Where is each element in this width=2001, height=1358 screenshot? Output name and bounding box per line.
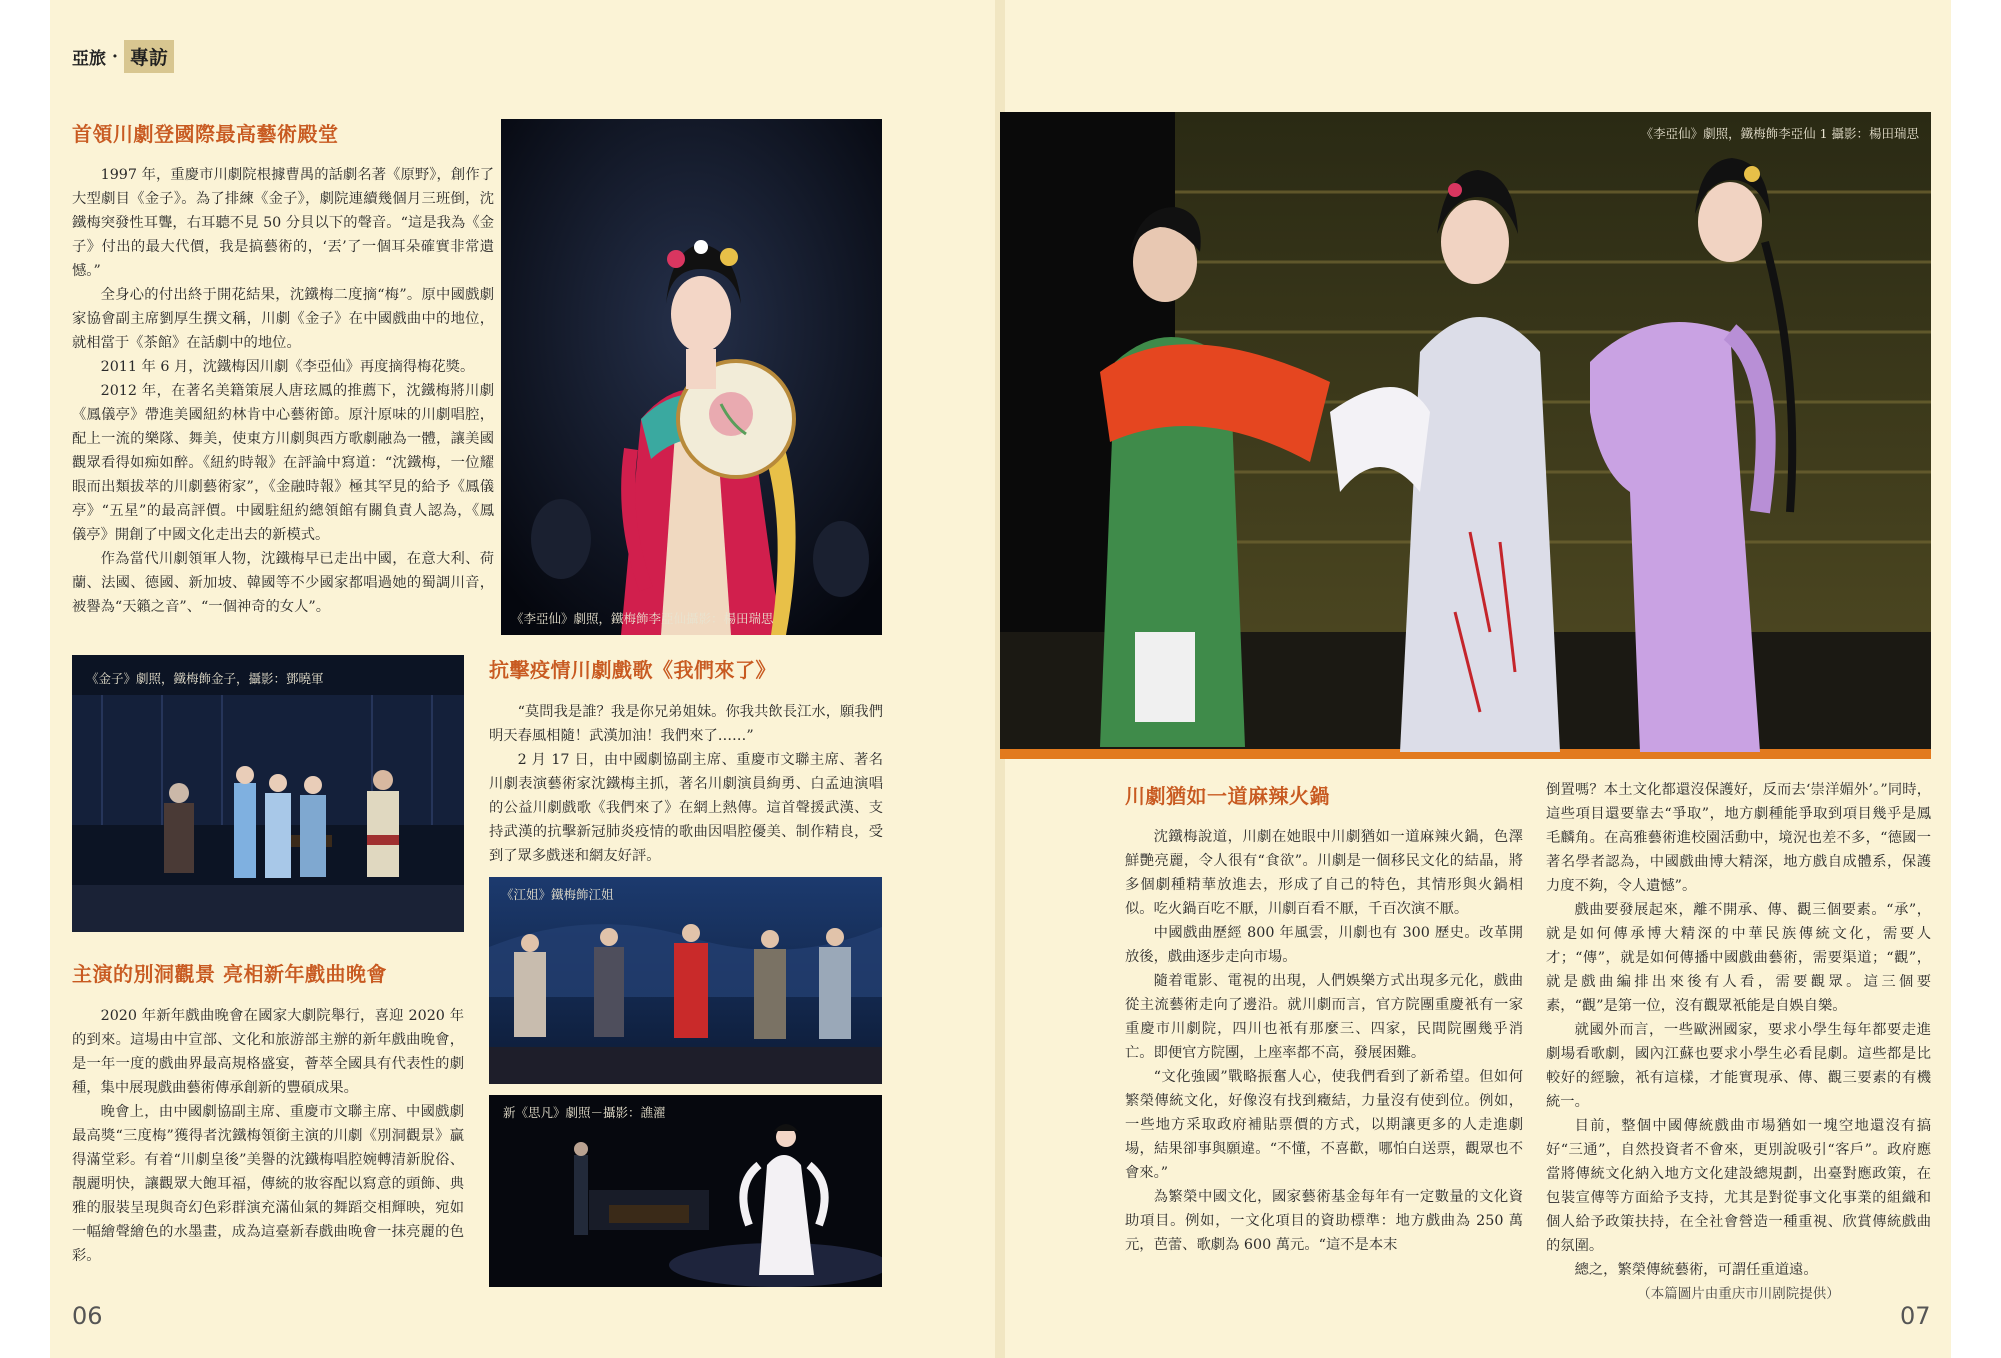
- section-title-hotpot: 川劇猶如一道麻辣火鍋: [1125, 784, 1330, 808]
- paragraph: 全身心的付出終于開花結果，沈鐵梅二度摘“梅”。原中國戲劇家協會副主席劉厚生撰文稱，川劇《金子》在中國戲曲中的地位，就相當于《茶館》在話劇中的地位。: [72, 287, 494, 351]
- caption-sifan: 新《思凡》劇照－攝影：譙濯: [503, 1105, 666, 1120]
- section-body-new-year: [72, 1004, 464, 1268]
- section-body-international: [72, 163, 494, 619]
- paragraph: 1997 年，重慶市川劇院根據曹禺的話劇名著《原野》，創作了大型劇目《金子》。為了排練《金子》，劇院連續幾個月三班倒，沈鐵梅突發性耳聾，右耳聽不見 50 分貝以下的聲音。“這是我為《金子》付出的最大代價，我是搞藝術的，‘丟’了一個耳朵確實非常遺憾。”: [72, 167, 494, 279]
- paragraph: 就國外而言，一些歐洲國家，要求小學生每年都要走進劇場看歌劇，國內江蘇也要求小學生必看昆劇。這些都是比較好的經驗，衹有這樣，才能實現承、傳、觀三要素的有機統一。: [1546, 1022, 1931, 1110]
- paragraph: 沈鐵梅說道，川劇在她眼中川劇猶如一道麻辣火鍋，色澤鮮艷亮麗，令人很有“食欲”。川劇是一個移民文化的結晶，將多個劇種精華放進去，形成了自己的特色，其情形與火鍋相似。吃火鍋百吃不厭，川劇百看不厭，千百次演不厭。: [1125, 829, 1523, 917]
- header-separator: ·: [112, 46, 118, 67]
- section-body-hotpot-col1: [1125, 825, 1523, 1257]
- magazine-header: [72, 40, 174, 73]
- section-title-new-year: 主演的別洞觀景 亮相新年戲曲晚會: [72, 962, 387, 986]
- paragraph: 總之，繁榮傳統藝術，可謂任重道遠。: [1574, 1262, 1818, 1278]
- paragraph: 為繁榮中國文化，國家藝術基金每年有一定數量的文化資助項目。例如，一文化項目的資助標準：地方戲曲為 250 萬元，芭蕾、歌劇為 600 萬元。“這不是本末: [1125, 1189, 1523, 1253]
- paragraph: 隨着電影、電視的出現，人們娛樂方式出現多元化，戲曲從主流藝術走向了邊沿。就川劇而言，官方院團重慶衹有一家重慶市川劇院，四川也衹有那麼三、四家，民間院團幾乎消亡。即便官方院團，上座率都不高，發展困難。: [1125, 973, 1523, 1061]
- paragraph: “文化強國”戰略振奮人心，使我們看到了新希望。但如何繁榮傳統文化，好像沒有找到癥結，力量沒有使到位。例如，一些地方采取政府補貼票價的方式，以期讓更多的人走進劇場，結果卻事與願違。“不懂，不喜歡，哪怕白送票，觀眾也不會來。”: [1125, 1069, 1523, 1181]
- brand-name: 亞旅: [72, 49, 106, 69]
- paragraph: 2020 年新年戲曲晚會在國家大劇院舉行，喜迎 2020 年的到來。這場由中宣部、文化和旅游部主辦的新年戲曲晚會，是一年一度的戲曲界最高規格盛宴，薈萃全國具有代表性的劇種，集中展現戲曲藝術傳承創新的豐碩成果。: [72, 1008, 464, 1096]
- section-title-epidemic: 抗擊疫情川劇戲歌《我們來了》: [489, 658, 776, 682]
- caption-jinzi: 《金子》劇照，鐵梅飾金子，攝影：鄧曉軍: [86, 671, 324, 686]
- paragraph: 2011 年 6 月，沈鐵梅因川劇《李亞仙》再度摘得梅花獎。: [100, 359, 475, 375]
- paragraph: 晚會上，由中國劇協副主席、重慶市文聯主席、中國戲劇最高獎“三度梅”獲得者沈鐵梅領銜主演的川劇《別洞觀景》贏得滿堂彩。有着“川劇皇後”美譽的沈鐵梅唱腔婉轉清新脫俗、靚麗明快，讓觀眾大飽耳福，傳統的妝容配以寫意的頭飾、典雅的服裝呈現與奇幻色彩群演充滿仙氣的舞蹈交相輝映，宛如一幅繪聲繪色的水墨畫，成為這臺新春戲曲晚會一抹亮麗的色彩。: [72, 1104, 464, 1264]
- paragraph: 倒置嗎？本土文化都還沒保護好，反而去‘崇洋媚外’。”同時，這些項目還要靠去“爭取”，地方劇種能爭取到項目幾乎是鳳毛麟角。在高雅藝術進校園活動中，境況也差不多，“德國一著名學者認為，中國戲曲博大精深，地方戲自成體系，保護力度不夠，令人遺憾”。: [1546, 782, 1931, 894]
- photo-liyaxian-main: [1000, 112, 1931, 759]
- caption-liyaxian-portrait: 《李亞仙》劇照，鐵梅飾李亞仙攝影：楊田瑞思: [511, 611, 774, 626]
- page-number-left: 06: [72, 1302, 103, 1330]
- caption-jiangjie: 《江姐》鐵梅飾江姐: [501, 887, 614, 902]
- page-number-right: 07: [1900, 1302, 1931, 1330]
- paragraph: 戲曲要發展起來，離不開承、傳、觀三個要素。“承”，就是如何傳承博大精深的中華民族傳統文化，需要人才；“傳”，就是如何傳播中國戲曲藝術，需要渠道；“觀”，就是戲曲編排出來後有人看，需要觀眾。這三個要素，“觀”是第一位，沒有觀眾衹能是自娛自樂。: [1546, 902, 1931, 1014]
- photo-liyaxian-portrait: [501, 119, 882, 635]
- caption-liyaxian-main: 《李亞仙》劇照，鐵梅飾李亞仙 1 攝影：楊田瑞思: [1640, 126, 1919, 141]
- photo-sifan-stage: [489, 1095, 882, 1287]
- photo-credit: （本篇圖片由重庆市川剧院提供）: [1637, 1286, 1840, 1302]
- section-body-epidemic: [489, 700, 883, 868]
- photo-jiangjie-stage: [489, 877, 882, 1084]
- section-title-international: 首領川劇登國際最高藝術殿堂: [72, 122, 339, 146]
- paragraph: “莫問我是誰？我是你兄弟姐妹。你我共飲長江水，願我們明天春風相隨！武漢加油！我們來了……”: [489, 704, 883, 744]
- section-tag: 專訪: [124, 40, 174, 73]
- photo-jinzi-stage: [72, 655, 464, 932]
- paragraph: 2012 年，在著名美籍策展人唐玹鳳的推薦下，沈鐵梅將川劇《鳳儀亭》帶進美國紐約林肯中心藝術節。原汁原味的川劇唱腔，配上一流的樂隊、舞美，使東方川劇與西方歌劇融為一體，讓美國觀眾看得如痴如醉。《紐約時報》在評論中寫道：“沈鐵梅，一位耀眼而出類拔萃的川劇藝術家”，《金融時報》極其罕見的給予《鳳儀亭》“五星”的最高評價。中國駐紐約總領館有關負責人認為，《鳳儀亭》開創了中國文化走出去的新模式。: [72, 383, 494, 543]
- paragraph: 目前，整個中國傳統戲曲市場猶如一塊空地還沒有搞好“三通”，自然投資者不會來，更別說吸引“客戶”。政府應當將傳統文化納入地方文化建設總規劃，出臺對應政策，在包裝宣傳等方面給予支持，尤其是對從事文化事業的組織和個人給予政策扶持，在全社會營造一種重視、欣賞傳統戲曲的氛圍。: [1546, 1118, 1931, 1254]
- section-body-hotpot-col2: [1546, 778, 1931, 1306]
- paragraph: 2 月 17 日，由中國劇協副主席、重慶市文聯主席、著名川劇表演藝術家沈鐵梅主抓，著名川劇演員絢勇、白孟迪演唱的公益川劇戲歌《我們來了》在網上熱傳。這首聲援武漢、支持武漢的抗擊新冠肺炎疫情的歌曲因唱腔優美、制作精良，受到了眾多戲迷和網友好評。: [489, 752, 883, 864]
- paragraph: 中國戲曲歷經 800 年風雲，川劇也有 300 歷史。改革開放後，戲曲逐步走向市場。: [1125, 925, 1523, 965]
- paragraph: 作為當代川劇領軍人物，沈鐵梅早已走出中國，在意大利、荷蘭、法國、德國、新加坡、韓國等不少國家都唱過她的蜀調川音，被譽為“天籟之音”、“一個神奇的女人”。: [72, 551, 494, 615]
